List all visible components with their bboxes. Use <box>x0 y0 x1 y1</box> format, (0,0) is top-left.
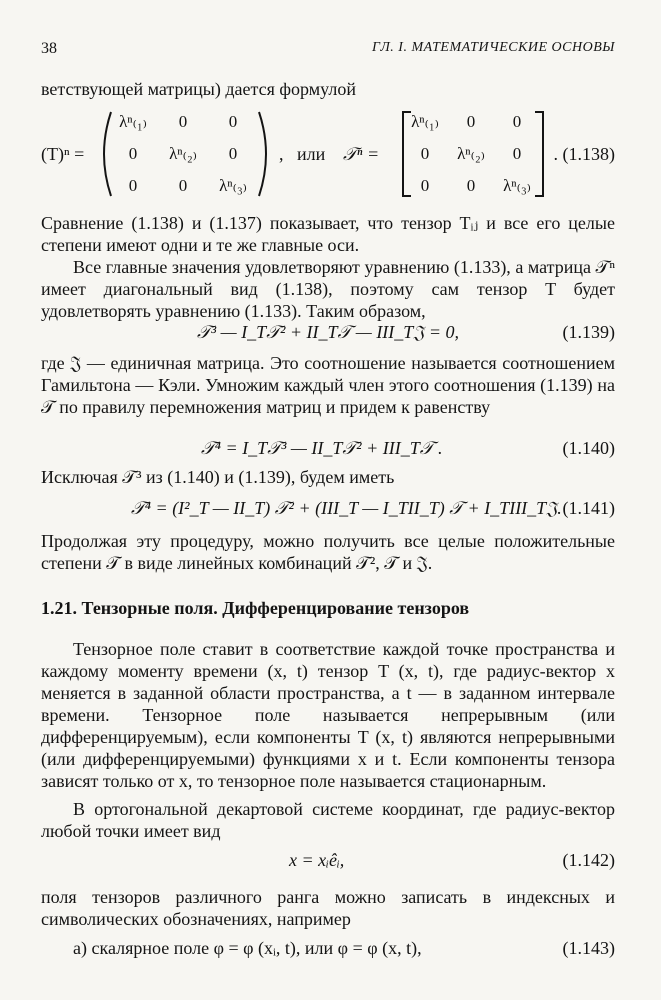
eq1142-number: (1.142) <box>562 850 615 870</box>
paragraph-fields: поля тензоров различного ранга можно записать в индексных и символических обозначениях, например <box>41 887 615 929</box>
paragraph-hamilton: где 𝔍 — единичная матрица. Это соотношение называется соотношением Гамильтона — Кэли. Умножим каждый член этого соотношения (1.139) на 𝒯 по правилу перемножения матриц и придем к равенству <box>41 353 615 417</box>
paragraph-tensor-field: Тензорное поле ставит в соответствие каждой точке пространства и каждому моменту времени (x, t) тензор T (x, t), где радиус-вектор x меняется в заданной области пространства, а t — в заданном интервале времени. Тензорное поле называется непрерывным (или дифференцируемым), если компоненты T (x, t) являются непрерывными (или дифференцируемыми) функциями x и t. Если компоненты тензора зависят только от x, то тензорное поле называется стационарным. <box>41 639 615 791</box>
matrix-right <box>401 110 545 198</box>
matrix-left-d1: λⁿ₍₁₎ <box>119 112 147 131</box>
matrix-left-zero: 0 <box>178 176 188 195</box>
matrix-left-d3: λⁿ₍₃₎ <box>219 176 247 195</box>
matrix-left-zero: 0 <box>228 112 238 131</box>
paragraph-intro: ветствующей матрицы) дается формулой <box>41 79 356 99</box>
matrix-left-zero: 0 <box>228 144 238 163</box>
matrix-right-d1: λⁿ₍₁₎ <box>411 112 439 131</box>
matrix-left-d2: λⁿ₍₂₎ <box>169 144 197 163</box>
matrix-right-zero: 0 <box>466 112 476 131</box>
paragraph-compare: Сравнение (1.138) и (1.137) показывает, что тензор Tᵢⱼ и все его целые степени имеют одни и те же главные оси. <box>41 213 615 255</box>
eq1138-or: или <box>297 144 326 164</box>
matrix-right-zero: 0 <box>466 176 476 195</box>
equation-1142 <box>41 850 615 874</box>
matrix-left <box>97 110 273 198</box>
running-title: ГЛ. I. МАТЕМАТИЧЕСКИЕ ОСНОВЫ <box>372 40 615 55</box>
equation-1141 <box>41 498 615 522</box>
matrix-right-zero: 0 <box>512 144 522 163</box>
eq1143-number: (1.143) <box>562 938 615 958</box>
eq1140-number: (1.140) <box>562 438 615 458</box>
matrix-left-zero: 0 <box>128 176 138 195</box>
paragraph-exclude: Исключая 𝒯³ из (1.140) и (1.139), будем иметь <box>41 467 395 487</box>
matrix-left-zero: 0 <box>128 144 138 163</box>
section-heading: 1.21. Тензорные поля. Дифференцирование тензоров <box>41 598 470 618</box>
page-number: 38 <box>41 40 57 57</box>
eq1138-lhs-left: (T)ⁿ = <box>41 144 85 164</box>
paragraph-cartesian: В ортогональной декартовой системе координат, где радиус-вектор любой точки имеет вид <box>41 799 615 841</box>
equation-1138: (T)ⁿ = λⁿ₍₁₎ 0 0 0 λⁿ₍₂₎ 0 0 0 λⁿ₍₃₎ , или 𝒯ⁿ = λⁿ₍₁₎ 0 0 0 λⁿ₍₂₎ 0 0 0 λⁿ₍₃₎ . (1.138) <box>41 104 615 204</box>
matrix-right-zero: 0 <box>420 144 430 163</box>
matrix-right-d3: λⁿ₍₃₎ <box>503 176 531 195</box>
eq1139-number: (1.139) <box>562 322 615 342</box>
eq1142-formula: x = xᵢêᵢ, <box>289 850 345 870</box>
page-header <box>41 40 615 62</box>
eq1139-formula: 𝒯³ — I_T𝒯² + II_T𝒯 — III_T𝔍 = 0, <box>197 322 459 342</box>
matrix-right-zero: 0 <box>420 176 430 195</box>
paragraph-continue: Продолжая эту процедуру, можно получить все целые положительные степени 𝒯 в виде линейных комбинаций 𝒯², 𝒯 и 𝔍. <box>41 531 615 573</box>
matrix-right-zero: 0 <box>512 112 522 131</box>
equation-1143 <box>41 938 615 962</box>
paragraph-main: Все главные значения удовлетворяют уравнению (1.133), а матрица 𝒯ⁿ имеет диагональный вид (1.138), поэтому сам тензор T будет удовлетворять уравнению (1.133). Таким образом, <box>41 257 615 321</box>
eq1141-formula: 𝒯⁴ = (I²_T — II_T) 𝒯² + (III_T — I_TII_T) 𝒯 + I_TIII_T𝔍. <box>131 498 562 518</box>
equation-1139 <box>41 322 615 346</box>
matrix-right-d2: λⁿ₍₂₎ <box>457 144 485 163</box>
equation-1140 <box>41 438 615 462</box>
eq1138-lhs-right: 𝒯ⁿ = <box>343 144 380 164</box>
eq1140-formula: 𝒯⁴ = I_T𝒯³ — II_T𝒯² + III_T𝒯 . <box>201 438 443 458</box>
eq1141-number: (1.141) <box>562 498 615 518</box>
eq1138-number: . (1.138) <box>553 144 615 164</box>
matrix-left-zero: 0 <box>178 112 188 131</box>
eq1143-formula: а) скалярное поле φ = φ (xᵢ, t), или φ = φ (x, t), <box>73 938 422 958</box>
